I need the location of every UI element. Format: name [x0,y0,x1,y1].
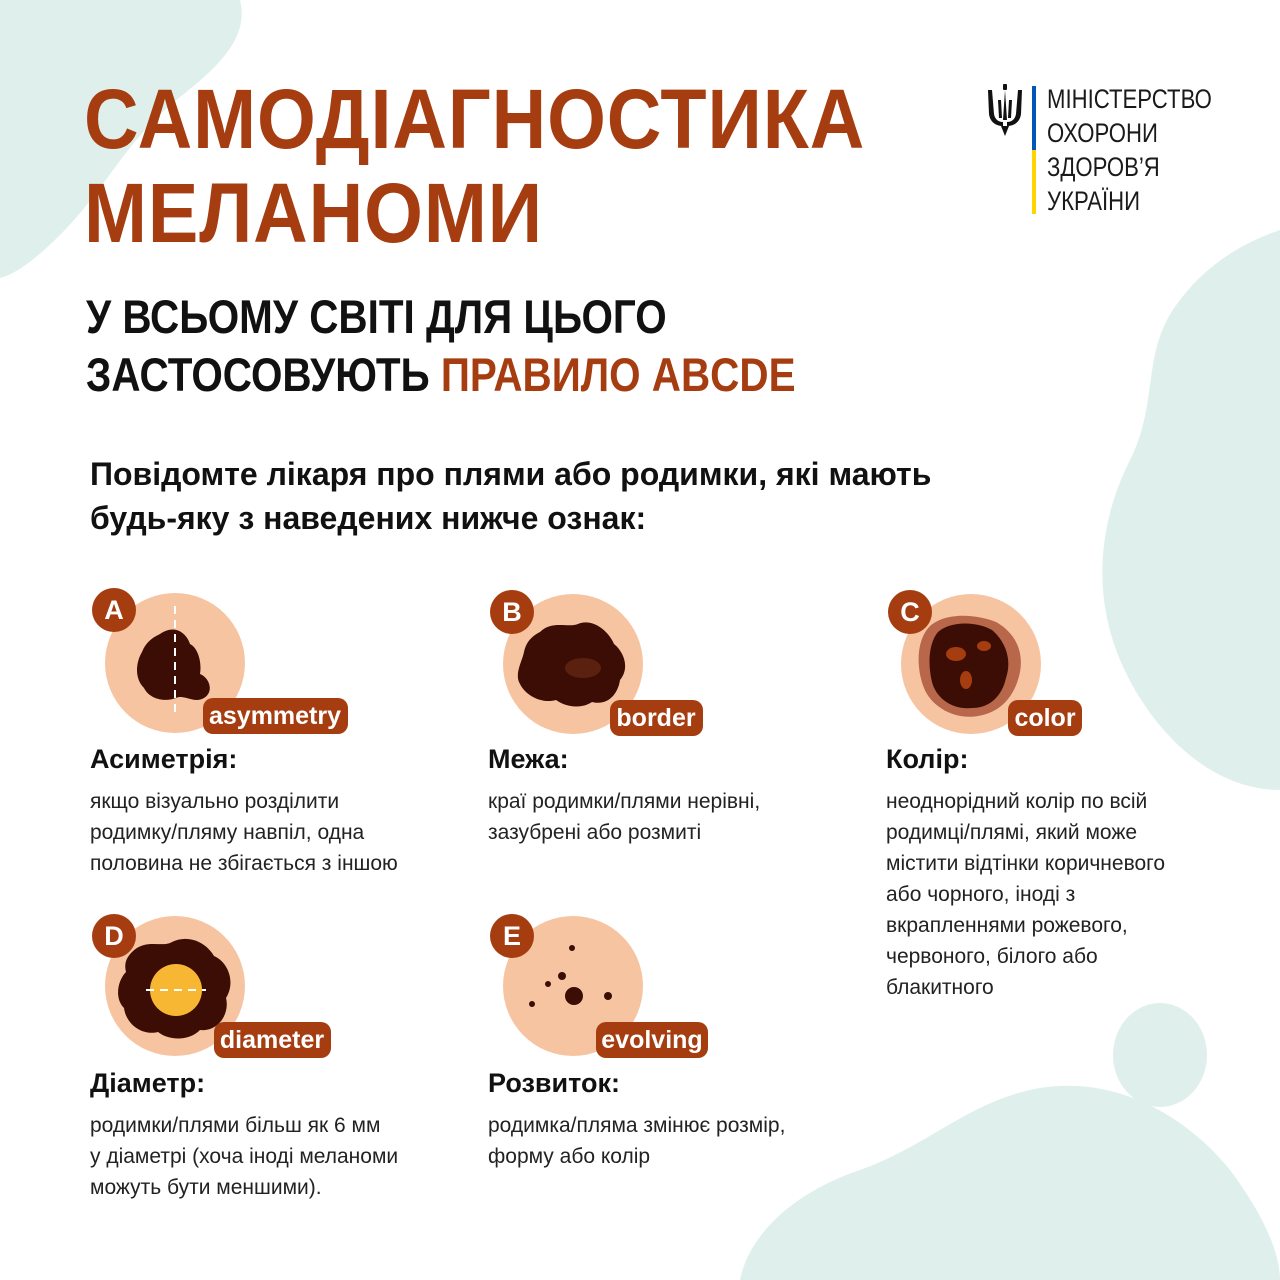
badge-letter: A [104,595,124,625]
abcde-item-diameter [90,912,430,1212]
subtitle [86,288,796,404]
ministry-name-line4: УКРАЇНИ [1047,186,1141,216]
item-desc-line: у діаметрі (хоча іноді меланоми [90,1145,399,1168]
ministry-name-line2: ОХОРОНИ [1047,118,1158,148]
badge-letter: D [104,921,124,951]
item-title: Розвиток: [488,1068,620,1098]
item-title: Межа: [488,744,569,774]
item-desc-line: родимка/пляма змінює розмір, [488,1114,786,1137]
item-desc-line: родимки/плями більш як 6 мм [90,1114,381,1137]
item-desc-line: якщо візуально розділити [90,790,340,813]
ministry-name-line3: ЗДОРОВ’Я [1047,152,1160,182]
item-desc-line: вкрапленнями рожевого, [886,914,1128,937]
item-desc-line: половина не збігається з іншою [90,852,398,875]
color-icon [886,588,1116,738]
item-label: evolving [601,1026,703,1054]
diameter-icon [90,912,340,1062]
item-desc-line: червоного, білого або [886,945,1098,968]
item-desc-line: блакитного [886,976,994,999]
item-desc-line: родимці/плямі, який може [886,821,1138,844]
item-desc [886,786,1165,1003]
page-title [84,72,865,260]
subtitle-accent: ПРАВИЛО ABCDE [440,348,796,401]
item-title: Діаметр: [90,1068,206,1098]
item-desc-line: або чорного, іноді з [886,883,1076,906]
abcde-item-color [886,588,1226,1008]
border-icon [488,588,718,738]
item-desc-line: неоднорідний колір по всій [886,790,1148,813]
flag-bar [1032,86,1036,214]
item-desc-line: краї родимки/плями нерівні, [488,790,761,813]
item-desc-line: родимку/пляму навпіл, одна [90,821,365,844]
ministry-name-line1: МІНІСТЕРСТВО [1047,84,1212,114]
page-title-line2: МЕЛАНОМИ [84,166,543,260]
item-label: color [1014,704,1076,732]
intro-line2: будь-яку з наведених нижче ознак: [90,500,647,536]
abcde-item-evolving [488,912,828,1172]
evolving-icon [488,912,718,1062]
item-label: asymmetry [208,702,342,730]
subtitle-line2 [86,346,796,404]
item-desc [90,1110,398,1203]
badge-letter: B [502,597,522,627]
item-desc [488,786,760,848]
item-desc-line: можуть бути меншими). [90,1176,322,1199]
subtitle-line1: У ВСЬОМУ СВІТІ ДЛЯ ЦЬОГО [86,290,667,343]
intro-line1: Повідомте лікаря про плями або родимки, які мають [90,456,932,492]
item-desc-line: форму або колір [488,1145,651,1168]
item-label: diameter [219,1026,325,1054]
item-desc-line: зазубрені або розмиті [488,821,702,844]
item-desc-line: містити відтінки коричневого [886,852,1166,875]
item-title: Колір: [886,744,969,774]
item-desc [488,1110,785,1172]
badge-letter: C [900,597,920,627]
item-title: Асиметрія: [90,744,238,774]
abcde-item-asymmetry [90,586,430,886]
intro-text [90,452,990,540]
asymmetry-icon [90,586,360,736]
trident-icon [986,84,1024,136]
ministry-name [1047,82,1212,218]
abcde-item-border [488,588,828,848]
badge-letter: E [502,921,522,951]
item-desc [90,786,398,879]
item-label: border [616,704,696,732]
subtitle-line2-plain: ЗАСТОСОВУЮТЬ [86,348,441,401]
page-title-line1: САМОДІАГНОСТИКА [84,72,866,166]
